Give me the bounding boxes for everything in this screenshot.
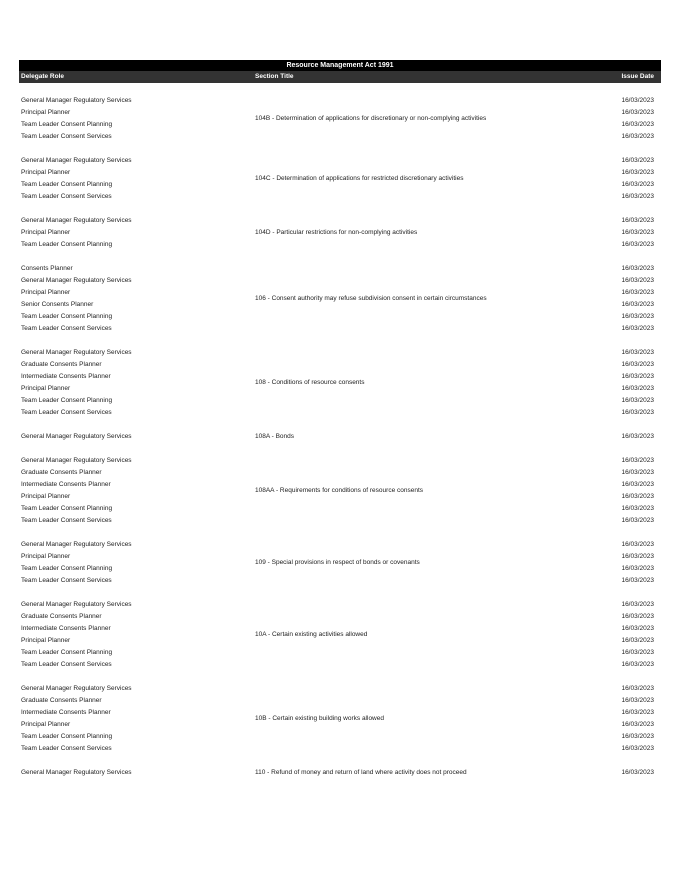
section-title: 104D - Particular restrictions for non-complying activities [255,229,418,236]
table-row [19,695,661,707]
issue-date: 16/03/2023 [621,373,654,380]
delegation-table [19,60,661,779]
table-row [19,215,661,227]
issue-date: 16/03/2023 [621,709,654,716]
issue-date: 16/03/2023 [621,289,654,296]
delegate-role: Consents Planner [21,265,73,272]
issue-date: 16/03/2023 [621,325,654,332]
issue-date: 16/03/2023 [621,193,654,200]
table-row [19,311,661,323]
delegate-role: Principal Planner [21,169,71,176]
delegate-role: Intermediate Consents Planner [21,625,111,632]
section-group [19,95,661,143]
delegate-role: Team Leader Consent Services [21,517,112,524]
table-row [19,239,661,251]
delegate-role: Team Leader Consent Services [21,409,112,416]
table-title: Resource Management Act 1991 [19,60,661,71]
section-title: 10B - Certain existing building works allowed [255,715,384,722]
delegate-role: Intermediate Consents Planner [21,373,111,380]
issue-date: 16/03/2023 [621,745,654,752]
issue-date: 16/03/2023 [621,697,654,704]
delegate-role: General Manager Regulatory Services [21,769,132,776]
table-row [19,395,661,407]
table-row [19,95,661,107]
issue-date: 16/03/2023 [621,109,654,116]
table-row [19,467,661,479]
issue-date: 16/03/2023 [621,121,654,128]
delegate-role: Graduate Consents Planner [21,697,102,704]
column-header-role: Delegate Role [21,73,64,80]
delegate-role: General Manager Regulatory Services [21,601,132,608]
delegate-role: Principal Planner [21,721,71,728]
issue-date: 16/03/2023 [621,313,654,320]
section-group [19,683,661,755]
delegate-role: Intermediate Consents Planner [21,481,111,488]
issue-date: 16/03/2023 [621,265,654,272]
delegate-role: General Manager Regulatory Services [21,97,132,104]
column-header-row [19,71,661,83]
issue-date: 16/03/2023 [621,649,654,656]
delegate-role: General Manager Regulatory Services [21,277,132,284]
issue-date: 16/03/2023 [621,181,654,188]
column-header-issue-date: Issue Date [621,73,654,80]
delegate-role: Intermediate Consents Planner [21,709,111,716]
delegate-role: Team Leader Consent Planning [21,649,113,656]
section-title: 109 - Special provisions in respect of bonds or covenants [255,559,420,566]
delegate-role: Principal Planner [21,109,71,116]
section-group [19,767,661,779]
issue-date: 16/03/2023 [621,277,654,284]
issue-date: 16/03/2023 [621,505,654,512]
issue-date: 16/03/2023 [621,685,654,692]
section-title: 104C - Determination of applications for restricted discretionary activities [255,175,464,182]
table-row [19,263,661,275]
delegate-role: General Manager Regulatory Services [21,217,132,224]
delegate-role: Team Leader Consent Planning [21,181,113,188]
delegate-role: Team Leader Consent Services [21,577,112,584]
section-title: 108A - Bonds [255,433,295,440]
section-group [19,599,661,671]
delegate-role: Principal Planner [21,493,71,500]
table-row [19,503,661,515]
issue-date: 16/03/2023 [621,565,654,572]
delegate-role: Team Leader Consent Planning [21,313,113,320]
delegate-role: Team Leader Consent Services [21,745,112,752]
issue-date: 16/03/2023 [621,397,654,404]
table-body [19,95,661,779]
issue-date: 16/03/2023 [621,517,654,524]
delegate-role: Team Leader Consent Services [21,133,112,140]
delegate-role: Team Leader Consent Planning [21,565,113,572]
table-row [19,743,661,755]
table-row [19,599,661,611]
section-title: 110 - Refund of money and return of land where activity does not proceed [255,769,467,776]
delegate-role: Team Leader Consent Planning [21,397,113,404]
delegate-role: Principal Planner [21,385,71,392]
table-row [19,455,661,467]
issue-date: 16/03/2023 [621,493,654,500]
issue-date: 16/03/2023 [621,637,654,644]
section-group [19,539,661,587]
issue-date: 16/03/2023 [621,601,654,608]
table-row [19,191,661,203]
issue-date: 16/03/2023 [621,133,654,140]
issue-date: 16/03/2023 [621,361,654,368]
section-group [19,431,661,443]
table-row [19,407,661,419]
issue-date: 16/03/2023 [621,97,654,104]
issue-date: 16/03/2023 [621,457,654,464]
issue-date: 16/03/2023 [621,469,654,476]
delegate-role: Team Leader Consent Planning [21,505,113,512]
table-row [19,539,661,551]
delegate-role: Principal Planner [21,637,71,644]
table-row [19,155,661,167]
table-row [19,359,661,371]
delegate-role: Team Leader Consent Services [21,325,112,332]
issue-date: 16/03/2023 [621,721,654,728]
table-row [19,323,661,335]
issue-date: 16/03/2023 [621,769,654,776]
delegate-role: Senior Consents Planner [21,301,94,308]
issue-date: 16/03/2023 [621,433,654,440]
delegate-role: General Manager Regulatory Services [21,157,132,164]
issue-date: 16/03/2023 [621,661,654,668]
issue-date: 16/03/2023 [621,301,654,308]
table-row [19,611,661,623]
table-row [19,575,661,587]
section-group [19,455,661,527]
delegate-role: Team Leader Consent Planning [21,121,113,128]
issue-date: 16/03/2023 [621,385,654,392]
section-group [19,263,661,335]
delegate-role: Team Leader Consent Services [21,661,112,668]
issue-date: 16/03/2023 [621,157,654,164]
issue-date: 16/03/2023 [621,349,654,356]
delegate-role: Team Leader Consent Planning [21,733,113,740]
issue-date: 16/03/2023 [621,241,654,248]
delegate-role: General Manager Regulatory Services [21,349,132,356]
issue-date: 16/03/2023 [621,613,654,620]
issue-date: 16/03/2023 [621,541,654,548]
section-title: 10A - Certain existing activities allowed [255,631,368,638]
section-title: 108 - Conditions of resource consents [255,379,365,386]
delegate-role: Principal Planner [21,553,71,560]
issue-date: 16/03/2023 [621,409,654,416]
issue-date: 16/03/2023 [621,625,654,632]
delegate-role: Principal Planner [21,289,71,296]
section-group [19,347,661,419]
delegate-role: General Manager Regulatory Services [21,541,132,548]
section-group [19,215,661,251]
delegate-role: General Manager Regulatory Services [21,457,132,464]
table-row [19,647,661,659]
table-row [19,347,661,359]
delegate-role: General Manager Regulatory Services [21,433,132,440]
section-title: 104B - Determination of applications for discretionary or non-complying activities [255,115,487,122]
section-title: 106 - Consent authority may refuse subdivision consent in certain circumstances [255,295,487,302]
issue-date: 16/03/2023 [621,229,654,236]
table-row [19,431,661,443]
table-row [19,275,661,287]
delegate-role: Graduate Consents Planner [21,361,102,368]
delegate-role: Graduate Consents Planner [21,613,102,620]
section-title: 108AA - Requirements for conditions of resource consents [255,487,424,494]
delegate-role: General Manager Regulatory Services [21,685,132,692]
column-header-section-title: Section Title [255,73,294,80]
table-row [19,731,661,743]
delegate-role: Team Leader Consent Planning [21,241,113,248]
table-row [19,515,661,527]
issue-date: 16/03/2023 [621,553,654,560]
delegate-role: Team Leader Consent Services [21,193,112,200]
issue-date: 16/03/2023 [621,169,654,176]
issue-date: 16/03/2023 [621,733,654,740]
issue-date: 16/03/2023 [621,577,654,584]
issue-date: 16/03/2023 [621,481,654,488]
table-row [19,659,661,671]
delegate-role: Principal Planner [21,229,71,236]
section-group [19,155,661,203]
table-row [19,131,661,143]
delegate-role: Graduate Consents Planner [21,469,102,476]
issue-date: 16/03/2023 [621,217,654,224]
table-row [19,683,661,695]
